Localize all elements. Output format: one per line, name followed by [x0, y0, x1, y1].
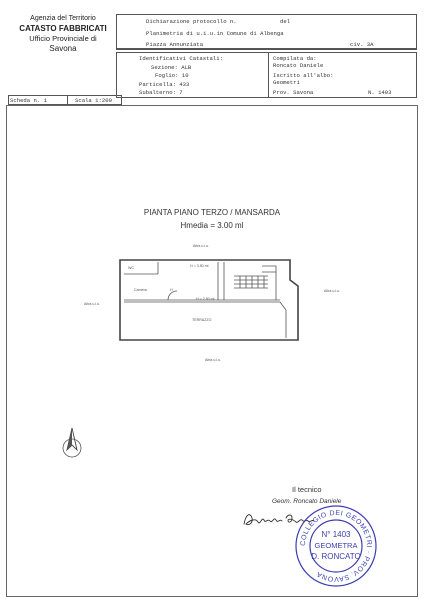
compiler-province: Prov. Savona: [273, 89, 314, 96]
room-wc: WC: [128, 266, 134, 270]
terrace-corner: [280, 302, 286, 338]
door-swing: [168, 291, 177, 300]
office-city: Savona: [49, 44, 77, 53]
protocol-date-label: del: [280, 18, 291, 25]
sezione: Sezione: ALB: [151, 64, 192, 71]
catasto-title: CATASTO FABBRICATI: [19, 24, 107, 33]
compiler-number: N. 1403: [368, 89, 392, 96]
room-height-2: H = 2.50 ml: [196, 297, 215, 301]
compiler-name: Roncato Daniele: [273, 62, 324, 69]
room-height-1: H = 3.50 ml: [190, 264, 209, 268]
svg-text:GEOMETRA: GEOMETRA: [314, 541, 358, 550]
room-terrazzo: TERRAZZO: [192, 318, 212, 322]
address: Piazza Annunziata: [146, 41, 204, 48]
sheet-strip-divider: [67, 95, 68, 105]
scale: Scala 1:200: [75, 97, 112, 104]
declaration-divider: [116, 48, 417, 49]
technician-name: Geom. Roncato Daniele: [272, 498, 342, 505]
geometra-stamp: [293, 503, 379, 589]
protocol-label: Dichiarazione protocollo n.: [146, 18, 237, 25]
plan-title: PIANTA PIANO TERZO / MANSARDA: [143, 208, 281, 217]
neighbor-top: Altra u.i.u.: [193, 244, 210, 248]
neighbor-bottom: Altra u.i.u.: [205, 358, 222, 362]
neighbor-right: Altra u.i.u.: [324, 289, 341, 293]
north-arrow-icon: [60, 426, 84, 460]
particella: Particella: 433: [139, 81, 190, 88]
neighbor-left: Altra u.i.u.: [84, 302, 101, 306]
scheda-number: Scheda n. 1: [10, 97, 47, 104]
office-block: [8, 14, 118, 54]
identifiers-title: Identificativi Catastali:: [139, 55, 223, 62]
civic-number: civ. 3A: [350, 41, 374, 48]
office-label: Ufficio Provinciale di: [29, 34, 97, 43]
technician-role: Il tecnico: [292, 485, 322, 494]
svg-text:COLLEGIO DEI GEOMETRI · PROV.: COLLEGIO DEI GEOMETRI · PROV. SAVONA: [299, 509, 373, 583]
foglio: Foglio: 10: [155, 72, 189, 79]
compiler-label: Compilata da:: [273, 55, 317, 62]
plan-height: Hmedia = 3.00 ml: [180, 221, 244, 230]
register-label: Iscritto all'albo:: [273, 72, 334, 79]
agency-name: Agenzia del Territorio: [30, 15, 96, 22]
svg-text:D. RONCATO: D. RONCATO: [311, 552, 361, 561]
room-camera: Camera: [134, 288, 147, 292]
subalterno: Subalterno: 7: [139, 89, 183, 96]
svg-text:N° 1403: N° 1403: [321, 530, 351, 539]
upper-step: [262, 266, 276, 272]
register-value: Geometri: [273, 79, 300, 86]
planimetry-label: Planimetria di u.i.u.in Comune di Albenga: [146, 30, 284, 37]
identifiers-divider: [268, 52, 269, 98]
door-mark: H: [170, 288, 173, 292]
